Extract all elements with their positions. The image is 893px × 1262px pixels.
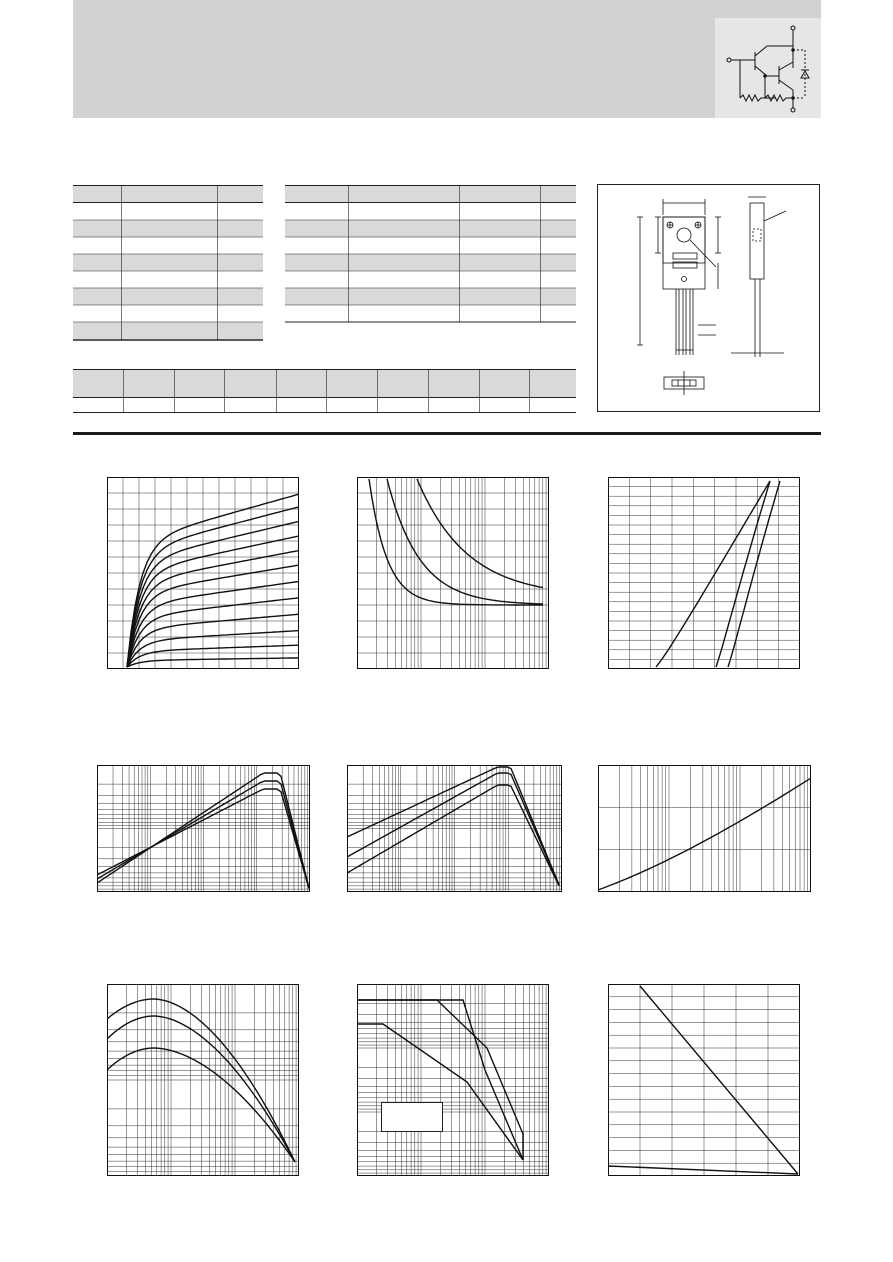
to220-package-outline-icon xyxy=(598,185,819,411)
curve-1 xyxy=(97,773,309,888)
chart-grid xyxy=(608,477,800,669)
chart-grid xyxy=(357,477,549,669)
curve-8 xyxy=(127,551,299,668)
spec-table-left xyxy=(73,185,263,341)
curve-6 xyxy=(127,582,299,668)
curve-1 xyxy=(347,767,559,885)
chart-inset-box xyxy=(381,1102,443,1132)
chart-panel-1 xyxy=(107,477,299,669)
curve-2 xyxy=(107,1016,295,1162)
curve-1 xyxy=(598,779,810,890)
chart-grid xyxy=(107,984,299,1176)
chart-panel-3 xyxy=(608,477,800,669)
section-divider xyxy=(73,432,821,435)
package-outline-box xyxy=(597,184,820,412)
header-band xyxy=(73,0,821,118)
chart-grid xyxy=(608,984,800,1176)
curve-2 xyxy=(347,773,559,885)
curve-1 xyxy=(656,481,770,667)
chart-grid xyxy=(598,765,811,892)
curve-3 xyxy=(357,1024,523,1160)
curve-3 xyxy=(417,479,543,588)
circuit-diagram xyxy=(715,18,821,118)
curve-3 xyxy=(347,785,559,886)
curve-1 xyxy=(127,658,299,667)
curve-2 xyxy=(387,479,543,604)
curve-1 xyxy=(640,986,798,1174)
chart-panel-5 xyxy=(347,765,562,892)
chart-frame xyxy=(358,985,549,1176)
chart-grid xyxy=(97,765,310,892)
curve-2 xyxy=(716,481,770,667)
chart-panel-6 xyxy=(598,765,811,892)
darlington-transistor-diode-schematic-icon xyxy=(715,18,821,118)
chart-panel-8 xyxy=(357,984,549,1176)
curve-3 xyxy=(97,789,309,889)
chart-panel-4 xyxy=(97,765,310,892)
curve-2 xyxy=(608,1166,798,1174)
curve-2 xyxy=(97,781,309,888)
spec-table-bottom xyxy=(73,369,576,414)
chart-panel-7 xyxy=(107,984,299,1176)
chart-grid xyxy=(347,765,562,892)
chart-panel-9 xyxy=(608,984,800,1176)
spec-table-right xyxy=(285,185,576,325)
chart-grid xyxy=(357,984,549,1176)
chart-panel-2 xyxy=(357,477,549,669)
curve-2 xyxy=(127,645,299,667)
chart-frame xyxy=(599,766,811,892)
